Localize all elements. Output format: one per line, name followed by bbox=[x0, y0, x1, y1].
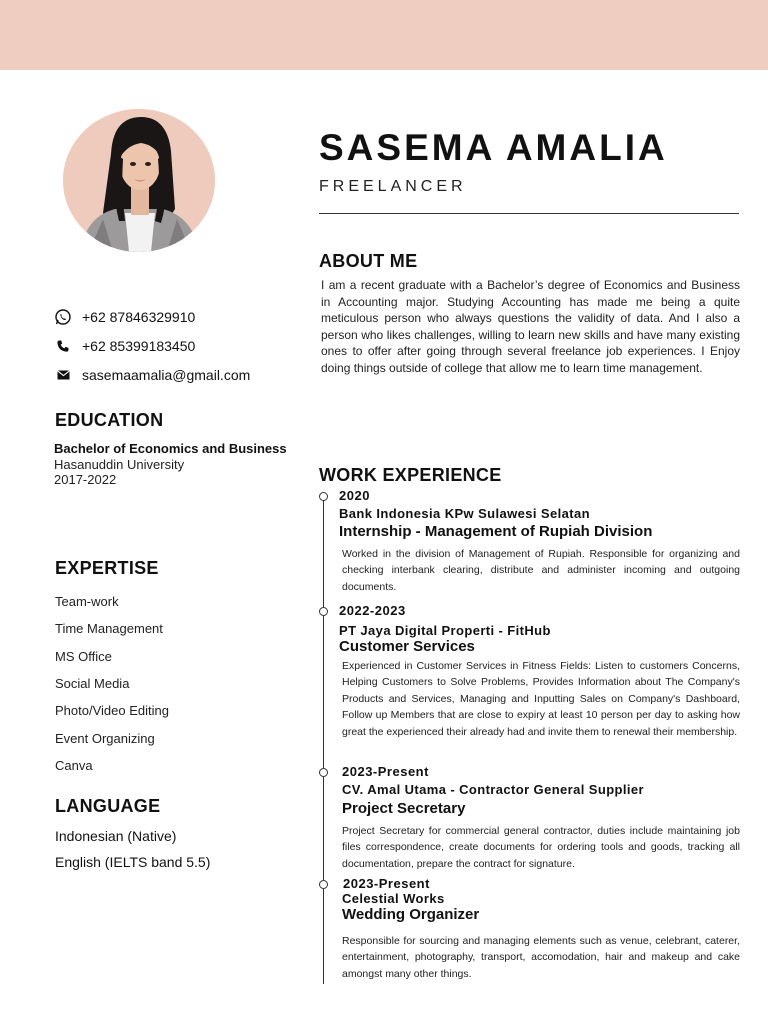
job-description: Project Secretary for commercial general contractor, duties include maintaining job files correspondence, create documents for ordering tools and goods, tracking all documentation, prepare the contract for signature. bbox=[342, 825, 740, 870]
job-company: CV. Amal Utama - Contractor General Supplier bbox=[342, 782, 644, 797]
header-divider bbox=[319, 213, 739, 214]
about-text: I am a recent graduate with a Bachelor’s degree of Economics and Business in Accounting major. Studying Accounting has made me being a quite meticulous person who always questions the validity of data. And I also a person who likes challenges, willing to learn new skills and have many existing ones to offer after going through several freelance job experiences. I Enjoy doing things outside of college that allow me to learn time management. bbox=[321, 278, 740, 375]
job-title: Customer Services bbox=[339, 638, 475, 655]
job-role: FREELANCER bbox=[319, 178, 467, 195]
work-heading: WORK EXPERIENCE bbox=[319, 465, 502, 485]
skill-item: MS Office bbox=[55, 649, 112, 664]
job-year: 2020 bbox=[339, 488, 370, 503]
whatsapp-number: +62 87846329910 bbox=[82, 309, 196, 325]
job-description: Experienced in Customer Services in Fitness Fields: Listen to customers Concerns, Helping Customers to Solve Problems, Provides Information about The Company's Products and Services, Managing and Inputting Sales on Company's Dashboard, Follow up Members that are close to expiry at least 10 person per day to asking how great the experienced their already had and invite them to renewal their membership. bbox=[342, 660, 740, 738]
skill-item: Event Organizing bbox=[55, 731, 155, 746]
skill-item: Canva bbox=[55, 758, 93, 773]
phone-icon bbox=[54, 337, 72, 355]
header-band bbox=[0, 0, 768, 70]
timeline-line bbox=[323, 496, 324, 984]
job-year: 2022-2023 bbox=[339, 603, 406, 618]
about-heading: ABOUT ME bbox=[319, 251, 418, 271]
job-year: 2023-Present bbox=[342, 764, 429, 779]
education-degree: Bachelor of Economics and Business bbox=[54, 441, 287, 456]
education-years: 2017-2022 bbox=[54, 472, 117, 487]
job-company: Celestial Works bbox=[342, 891, 445, 906]
job-title: Internship - Management of Rupiah Division bbox=[339, 523, 653, 540]
job-company: Bank Indonesia KPw Sulawesi Selatan bbox=[339, 506, 590, 521]
language-item: Indonesian (Native) bbox=[55, 828, 177, 844]
language-heading: LANGUAGE bbox=[55, 796, 161, 816]
contact-phone bbox=[54, 337, 195, 355]
job-description: Responsible for sourcing and managing elements such as venue, celebrant, caterer, entertainment, photography, transport, accomodation, hair and makeup and cake amongst many other things. bbox=[342, 935, 740, 980]
timeline-dot bbox=[319, 607, 328, 616]
full-name: SASEMA AMALIA bbox=[319, 127, 668, 168]
email-address: sasemaamalia@gmail.com bbox=[82, 367, 251, 383]
job-title: Wedding Organizer bbox=[342, 906, 480, 923]
job-year: 2023-Present bbox=[343, 876, 430, 891]
expertise-heading: EXPERTISE bbox=[55, 558, 159, 578]
skill-item: Time Management bbox=[55, 621, 163, 636]
skill-item: Social Media bbox=[55, 676, 130, 691]
job-company: PT Jaya Digital Properti - FitHub bbox=[339, 623, 551, 638]
contact-email bbox=[54, 366, 250, 384]
skill-item: Photo/Video Editing bbox=[55, 703, 169, 718]
timeline-dot bbox=[319, 768, 328, 777]
language-item: English (IELTS band 5.5) bbox=[55, 854, 211, 870]
education-school: Hasanuddin University bbox=[54, 457, 185, 472]
timeline-dot bbox=[319, 880, 328, 889]
education-heading: EDUCATION bbox=[55, 410, 164, 430]
whatsapp-icon bbox=[54, 308, 72, 326]
phone-number: +62 85399183450 bbox=[82, 338, 196, 354]
skill-item: Team-work bbox=[55, 594, 119, 609]
profile-photo bbox=[63, 109, 215, 252]
contact-whatsapp bbox=[54, 308, 195, 326]
job-title: Project Secretary bbox=[342, 800, 466, 817]
email-icon bbox=[54, 366, 72, 384]
job-description: Worked in the division of Management of Rupiah. Responsible for organizing and checking interbank clearing, distribute and administer incoming and outgoing documents. bbox=[342, 548, 740, 593]
timeline-dot bbox=[319, 492, 328, 501]
